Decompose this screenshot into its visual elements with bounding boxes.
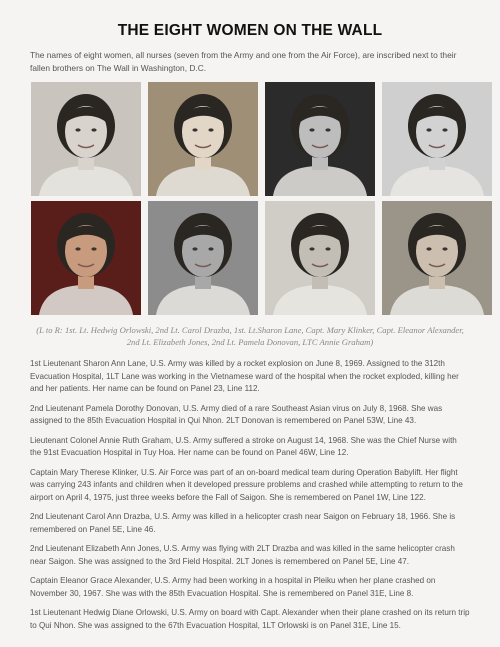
- biography-list: [30, 358, 470, 632]
- portrait-image: [148, 82, 258, 196]
- biography-paragraph: Lieutenant Colonel Annie Ruth Graham, U.S. Army suffered a stroke on August 14, 1968. She was the Chief Nurse with the 91st Evacuation Hospital in Tuy Hoa. Her name can be found on Panel 46W, Line 12.: [30, 435, 457, 457]
- portrait-photo: [148, 82, 258, 196]
- portrait-photo: [31, 82, 141, 196]
- portrait-photo: [148, 201, 258, 315]
- biography-paragraph: 1st Lieutenant Hedwig Diane Orlowski, U.S. Army on board with Capt. Alexander when their plane crashed on its return trip to Qui Nhon. She was assigned to the 67th Evacuation Hospital, 1LT Orlowski is on Panel 31E, Line 15.: [30, 608, 470, 630]
- biography-paragraph: 2nd Lieutenant Pamela Dorothy Donovan, U.S. Army died of a rare Southeast Asian virus on July 8, 1968. She was assigned to the 85th Evacuation Hospital in Qui Nhon. 2LT Donovan is remembered on Panel 53W, Line 43.: [30, 403, 443, 425]
- portrait-grid: [31, 82, 470, 315]
- portrait-image: [31, 82, 141, 196]
- portrait-photo: [265, 82, 375, 196]
- portrait-photo: [265, 201, 375, 315]
- portrait-photo: [31, 201, 141, 315]
- biography-paragraph: Captain Eleanor Grace Alexander, U.S. Army had been working in a hospital in Pleiku when her plane crashed on November 30, 1967. She was with the 85th Evacuation Hospital. She is remembered on Panel 31E, Line 8.: [30, 576, 436, 598]
- biography-paragraph: Captain Mary Therese Klinker, U.S. Air Force was part of an on-board medical team during Operation Babylift. Her flight was carrying 243 infants and children when it developed pressure problems and crashed while attempting to return to the airport on April 4, 1975, just three weeks before the Fall of Saigon. She is remembered on Panel 1W, Line 122.: [30, 467, 463, 502]
- portrait-photo: [382, 201, 492, 315]
- portrait-photo: [382, 82, 492, 196]
- portrait-image: [265, 82, 375, 196]
- portrait-image: [382, 201, 492, 315]
- portrait-image: [148, 201, 258, 315]
- portrait-image: [265, 201, 375, 315]
- biography-paragraph: 1st Lieutenant Sharon Ann Lane, U.S. Army was killed by a rocket explosion on June 8, 1969. Assigned to the 312th Evacuation Hospital, 1LT Lane was working in the Vietnamese ward of the hospital when the rocket exploded, killing her and her patients. Her name can be found on Panel 23, Line 112.: [30, 359, 459, 393]
- portrait-image: [382, 82, 492, 196]
- intro-text: The names of eight women, all nurses (seven from the Army and one from the Air Force), are inscribed next to their fallen brothers on The Wall in Washington, D.C.: [30, 50, 457, 73]
- portrait-image: [31, 201, 141, 315]
- photo-caption: (L to R: 1st. Lt. Hedwig Orlowski, 2nd Lt. Carol Drazba, 1st. Lt.Sharon Lane, Capt. Mary Klinker, Capt. Eleanor Alexander, 2nd Lt. Elizabeth Jones, 2nd Lt. Pamela Donovan, LTC Annie Graham): [36, 325, 464, 347]
- biography-paragraph: 2nd Lieutenant Elizabeth Ann Jones, U.S. Army was flying with 2LT Drazba and was killed in the same helicopter crash near Saigon. She was assigned to the 3rd Field Hospital. 2LT Jones is remembered on Panel 5E, Line 47.: [30, 544, 455, 566]
- page-title: THE EIGHT WOMEN ON THE WALL: [117, 22, 383, 39]
- biography-paragraph: 2nd Lieutenant Carol Ann Drazba, U.S. Army was killed in a helicopter crash near Saigon on February 18, 1966. She is remembered on Panel 5E, Line 46.: [30, 512, 456, 534]
